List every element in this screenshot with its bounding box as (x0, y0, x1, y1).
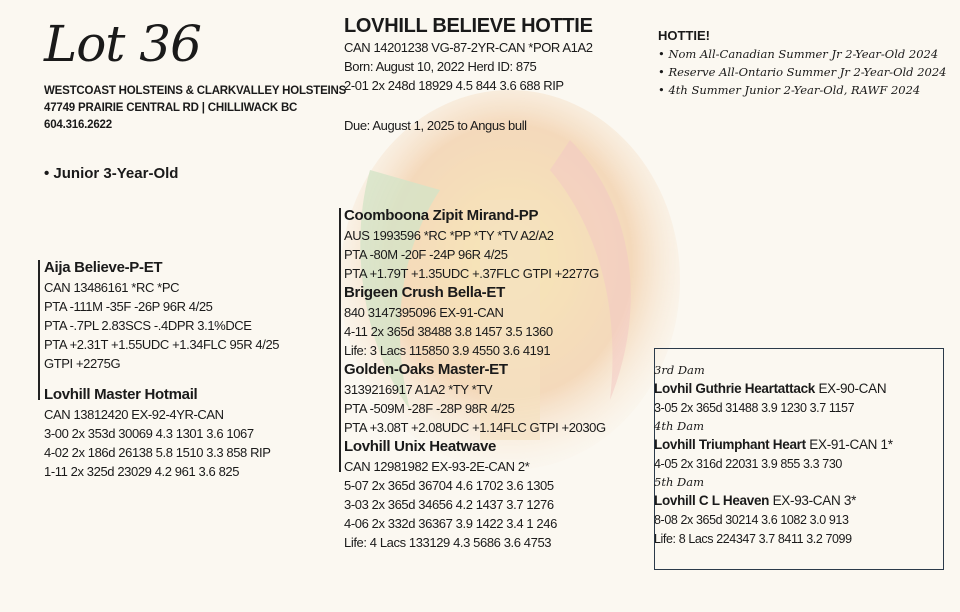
sire-line: AUS 1993596 *RC *PP *TY *TV A2/A2 (344, 228, 554, 243)
award-item: • 4th Summer Junior 2-Year-Old, RAWF 2024 (658, 83, 921, 97)
ancestor-ordinal: 3rd Dam (654, 363, 705, 377)
ancestor-name (654, 491, 893, 511)
sire-dam-name: Brigeen Crush Bella-ET (344, 284, 505, 301)
dam-sire-line: CAN 13486161 *RC *PC (44, 280, 180, 295)
dam-pedigree (44, 258, 279, 481)
lot-number-title: Lot 36 (44, 15, 201, 73)
seller-info (44, 83, 346, 134)
dam-line: 1-11 2x 325d 23029 4.2 961 3.6 825 (44, 464, 240, 479)
granddam-line: 3-03 2x 365d 34656 4.2 1437 3.7 1276 (344, 497, 554, 512)
granddam-line: 4-06 2x 332d 36367 3.9 1422 3.4 1 246 (344, 516, 557, 531)
seller-phone: 604.316.2622 (44, 119, 112, 131)
due-date: Due: August 1, 2025 to Angus bull (344, 118, 527, 133)
dam-sire-line: PTA +3.08T +2.08UDC +1.14FLC GTPI +2030G (344, 420, 606, 435)
ancestor-record: 4-05 2x 316d 22031 3.9 855 3.3 730 (654, 457, 842, 471)
spacer (44, 373, 279, 385)
sire-pedigree (344, 206, 606, 552)
dam-line: CAN 13812420 EX-92-4YR-CAN (44, 407, 224, 422)
sire-dam-line: 4-11 2x 365d 38488 3.8 1457 3.5 1360 (344, 324, 553, 339)
dam-sire-line: GTPI +2275G (44, 356, 121, 371)
ancestor-name-text: Lovhil Guthrie Heartattack (654, 381, 815, 396)
ancestor-name (654, 379, 893, 399)
pedigree-bracket-line (339, 372, 341, 472)
granddam-line: 5-07 2x 365d 36704 4.6 1702 3.6 1305 (344, 478, 554, 493)
granddam-line: Life: 4 Lacs 133129 4.3 5686 3.6 4753 (344, 535, 552, 550)
awards-box (658, 27, 946, 99)
ancestors-content (654, 362, 893, 549)
ancestor-name-text: Lovhill Triumphant Heart (654, 437, 806, 452)
ancestor-record: Life: 8 Lacs 224347 3.7 8411 3.2 7099 (654, 532, 852, 546)
dam-sire-line: PTA -509M -28F -28P 98R 4/25 (344, 401, 515, 416)
seller-name: WESTCOAST HOLSTEINS & CLARKVALLEY HOLSTEINS (44, 85, 347, 97)
class-label: • Junior 3-Year-Old (44, 165, 179, 182)
granddam-line: CAN 12981982 EX-93-2E-CAN 2* (344, 459, 530, 474)
sire-line: PTA -80M -20F -24P 96R 4/25 (344, 247, 508, 262)
main-animal-reg: CAN 14201238 VG-87-2YR-CAN *POR A1A2 (344, 40, 593, 55)
seller-address: 47749 PRAIRIE CENTRAL RD | CHILLIWACK BC (44, 102, 298, 114)
sire-dam-line: 840 3147395096 EX-91-CAN (344, 305, 504, 320)
ancestor-classification: EX-93-CAN 3* (769, 493, 857, 508)
award-item: • Reserve All-Ontario Summer Jr 2-Year-Old 2024 (658, 65, 947, 79)
ancestor-classification: EX-90-CAN (815, 381, 887, 396)
ancestor-record: 8-08 2x 365d 30214 3.6 1082 3.0 913 (654, 513, 849, 527)
dam-sire-line: PTA +2.31T +1.55UDC +1.34FLC 95R 4/25 (44, 337, 280, 352)
sire-line: PTA +1.79T +1.35UDC +.37FLC GTPI +2277G (344, 266, 599, 281)
main-animal-name: LOVHILL BELIEVE HOTTIE (344, 15, 593, 37)
pedigree-bracket-line (339, 208, 341, 372)
sire-dam-line: Life: 3 Lacs 115850 3.9 4550 3.6 4191 (344, 343, 551, 358)
ancestor-classification: EX-91-CAN 1* (805, 437, 893, 452)
ancestor-ordinal: 4th Dam (654, 419, 704, 433)
dam-sire-line: PTA -111M -35F -26P 96R 4/25 (44, 299, 213, 314)
ancestor-record: 3-05 2x 365d 31488 3.9 1230 3.7 1157 (654, 401, 855, 415)
ancestor-name-text: Lovhill C L Heaven (654, 493, 770, 508)
sire-name: Coomboona Zipit Mirand-PP (344, 207, 539, 224)
dam-sire-line: 3139216917 A1A2 *TY *TV (344, 382, 493, 397)
awards-heading: HOTTIE! (658, 28, 710, 43)
dam-sire-name: Golden-Oaks Master-ET (344, 361, 508, 378)
main-animal-born: Born: August 10, 2022 Herd ID: 875 (344, 59, 537, 74)
main-animal-record: 2-01 2x 248d 18929 4.5 844 3.6 688 RIP (344, 78, 564, 93)
dam-line: 4-02 2x 186d 26138 5.8 1510 3.3 858 RIP (44, 445, 271, 460)
award-item: • Nom All-Canadian Summer Jr 2-Year-Old 2024 (658, 47, 939, 61)
dam-sire-name: Aija Believe-P-ET (44, 259, 163, 276)
granddam-name: Lovhill Unix Heatwave (344, 438, 497, 455)
ancestor-ordinal: 5th Dam (654, 475, 704, 489)
dam-name: Lovhill Master Hotmail (44, 386, 198, 403)
pedigree-bracket-line (38, 260, 40, 400)
ancestor-name (654, 435, 893, 455)
dam-sire-line: PTA -.7PL 2.83SCS -.4DPR 3.1%DCE (44, 318, 252, 333)
dam-line: 3-00 2x 353d 30069 4.3 1301 3.6 1067 (44, 426, 254, 441)
main-animal (344, 14, 593, 95)
